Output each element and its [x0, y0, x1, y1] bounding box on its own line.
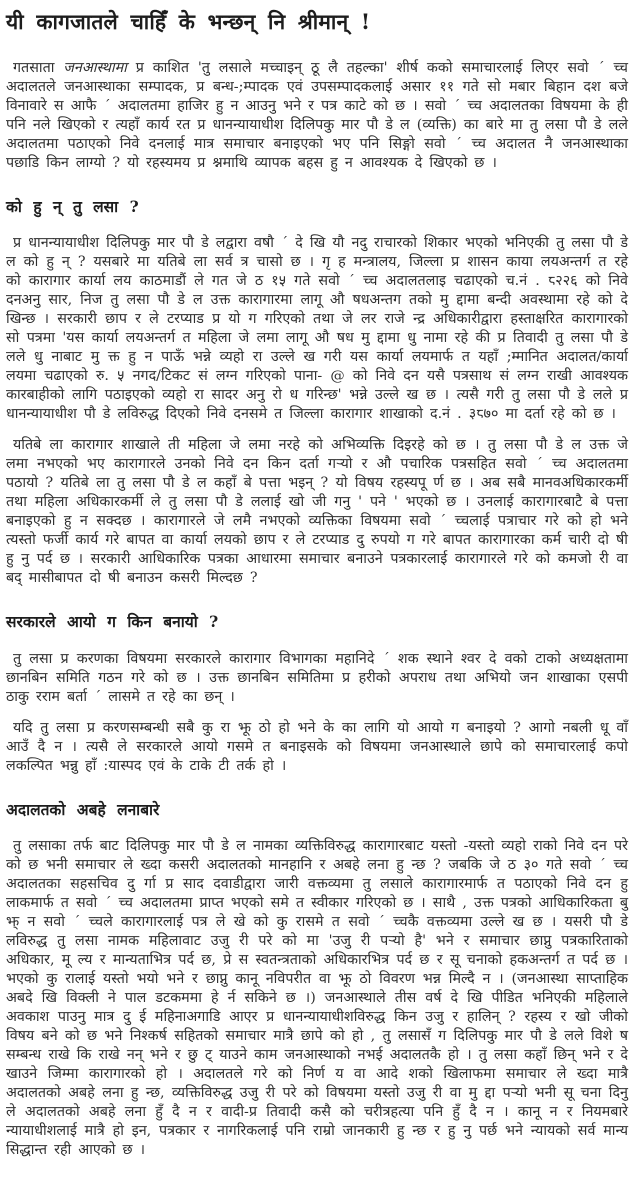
intro-paragraph [6, 59, 628, 173]
paragraph-who-is-tulasa-1: प्र धानन्यायाधीश दिलिपकु मार पौ डे लद्वारा वषौ ´ दे खि यौ नदु राचारको शिकार भएको भनिएकी तु लसा पौ डे ल को हु न् ? यसबारे मा यतिबे ला सर्व त्र चासो छ । गृ ह मन्त्रालय, जिल्ला प्र शासन काया लयअन्तर्ग त रहे को कारागार कार्या लय काठमाडौं ले गत जे ठ १५ गते सवो ´ च्च अदालतलाइ चढाएको च.नं . ८२२६ को निवे दनअनु सार, निज तु लसा पौ डे ल उक्त कारागारमा लागू औ षधअन्तग तको मु द्दामा बन्दी अवस्थामा रहे को दे खिन्छ । सरकारी छाप र ले टरप्याड प्र यो ग गरिएको तथा जे लर राजे न्द्र अधिकारीद्वारा हस्ताक्षरित कारागारको सो पत्रमा 'यस कार्या लयअन्तर्ग त महिला जे लमा लागू औ षध मु द्दामा धु नामा रहे की प्र तिवादी तु लसा पौ डे लले धु नाबाट मु क्त हु न पाऊँ भन्ने व्यहो रा उल्ले ख गरी यस कार्या लयमार्फ त यहाँ ;म्मानित अदालत/कार्या लयमा चढाएको रु. ५ नगद/टिकट सं लग्न गरिएको पाना- @ को निवे दन यसै पत्रसाथ सं लग्न राखी आवश्यक कारबाहीको लागि पठाइएको व्यहो रा सादर अनु रो ध गरिन्छ' भन्ने उल्ले ख छ । त्यसै गरी तु लसा पौ डे लले प्र धानन्यायाधीश पौ डे लविरुद्ध दिएको निवे दनसमे त जिल्ला कारागार शाखाको द.नं . ३८७० मा दर्ता रहे को छ । [6, 235, 628, 423]
intro-rest-text: प्र काशित 'तु लसाले मच्चाइन् ठू लै तहल्का' शीर्ष कको समाचारलाई लिएर सवो ´ च्च अदालतले जनआस्थाका सम्पादक, प्र बन्ध-;म्पादक एवं उपसम्पादकलाई असार ११ गते सो मबार बिहान दश बजे विनावारे स आफै ´ अदालतमा हाजिर हु न आउनु भने र पत्र काटे को छ । सवो ´ च्च अदालतका विषयमा के ही पनि नले खिएको र त्यहाँ कार्य रत प्र धानन्यायाधीश दिलिपकु मार पौ डे ल (व्यक्ति) का बारे मा तु लसा पौ डे लले अदालतमा पठाएको निवे दनलाई मात्र समाचार बनाइएको भए पनि सिङ्गो सवो ´ च्च अदालत नै जनआस्थाका पछाडि किन लाग्यो ? यो रहस्यमय प्र श्नमाथि व्यापक बहस हु न आवश्यक दे खिएको छ । [6, 60, 628, 172]
section-heading-who-is-tulasa: को हु न् तु लसा ? [6, 197, 139, 217]
section-heading-contempt-of-court: अदालतको अबहे लनाबारे [6, 799, 160, 819]
paragraph-who-is-tulasa-2: यतिबे ला कारागार शाखाले ती महिला जे लमा नरहे को अभिव्यक्ति दिइरहे को छ । तु लसा पौ डे ल उक्त जे लमा नभएको भए कारागारले उनको निवे दन किन दर्ता गऱ्यो र औ पचारिक पत्रसहित सवो ´ च्च अदालतमा पठायो ? यतिबे ला तु लसा पौ डे ल कहाँ बे पत्ता भइन् ? यो विषय रहस्यपू र्ण छ । अब सबै मानवअधिकारकर्मी तथा महिला अधिकारकर्मी ले तु लसा पौ डे ललाई खो जी गनु ' पने ' भएको छ । उनलाई कारागारबाटै बे पत्ता बनाइएको हु न सक्दछ । कारागारले जे लमै नभएको व्यक्तिका विषयमा सवो ´ च्चलाई पत्राचार गरे को हो भने त्यस्तो फर्जी कार्य गरे बापत वा कार्या लयको छाप र ले टरप्याड दु रुपयो ग गरे बापत कारागारका कर्म चारी दो षी हु नु पर्द छ । सरकारी आधिकारिक पत्रका आधारमा समाचार बनाउने पत्रकारलाई कारागारले गरे को कमजो री वा बद् मासीबापत दो षी बनाउन कसरी मिल्दछ ? [6, 437, 628, 587]
paragraph-why-commission-2: यदि तु लसा प्र करणसम्बन्धी सबै कु रा झू ठो हो भने के का लागि यो आयो ग बनाइयो ? आगो नबली धू वाँ आउँ दै न । त्यसै ले सरकारले आयो गसमे त बनाइसके को विषयमा जनआस्थाले छापे को समाचारलाई कपो लकल्पित भन्नु हाँ :यास्पद एवं के टाके टी तर्क हो । [6, 719, 628, 774]
paragraph-contempt-of-court-1: तु लसाका तर्फ बाट दिलिपकु मार पौ डे ल नामका व्यक्तिविरुद्ध कारागारबाट यस्तो -यस्तो व्यहो राको निवे दन परे को छ भनी समाचार ले ख्दा कसरी अदालतको मानहानि र अबहे लना हु न्छ ? जबकि जे ठ ३० गते सवो ´ च्च अदालतका सहसचिव दु र्गा प्र साद दवाडीद्वारा जारी वक्तव्यमा तु लसाले कारागारमार्फ त पठाएको निवे दन हु लाकमार्फ त सवो ´ च्च अदालतमा प्राप्त भएको समे त स्वीकार गरिएको छ । साथै , उक्त पत्रको आधिकारिकता बु झ् न सवो ´ च्चले कारागारलाई पत्र ले खे को कु रासमे त सवो ´ च्चकै वक्तव्यमा उल्ले ख छ । यसरी पौ डे लविरुद्ध तु लसा नामक महिलावाट उजु री परे को मा 'उजु री पऱ्यो है' भने र समाचार छाप्नु पत्रकारिताको अधिकार, मू ल्य र मान्यताभित्र पर्द छ, प्रे स स्वतन्त्रताको अधिकारभित्र पर्द छ र सू चनाको हकअन्तर्ग त पर्द छ । भएको कु रालाई यस्तो भयो भने र छाप्नु कानू नविपरीत वा झू ठो विवरण भन्न मिल्दै न । (जनआस्था साप्ताहिक अबदे खि विक्ली ने पाल डटकममा हे र्न सकिने छ ।) जनआस्थाले तीस वर्ष दे खि पीडित भनिएकी महिलाले अवकाश पाउनु मात्र दु ई महिनाअगाडि आएर प्र धानन्यायाधीशविरुद्ध किन उजु र हालिन् ? रहस्य र खो जीको विषय बने को छ भने निश्कर्ष सहितको समाचार मात्रै छापे को हो , तु लसासँ ग दिलिपकु मार पौ डे लले विशे ष सम्बन्ध राखे कि राखे नन् भने र छु ट् याउने काम जनआस्थाको नभई अदालतकै हो । तु लसा कहाँ छिन् भने र दे खाउने जिम्मा कारागारको हो । अदालतले गरे को निर्ण य वा आदे शको खिलाफमा समाचार ले ख्दा मात्रै अदालतको अबहे लना हु न्छ, व्यक्तिविरुद्ध उजु री परे को विषयमा यस्तो उजु री वा मु द्दा पऱ्यो भनी सू चना दिनु ले अदालतको अबहे लना हुँ दै न र वादी-प्र तिवादी कसै को चरीत्रहत्या पनि हुँ दै न । कानू न र नियमबारे न्यायाधीशलाई मात्रै हो इन, पत्रकार र नागरिकलाई पनि राम्रो जानकारी हु न्छ र हु नु पर्छ भने न्यायको सर्व मान्य सिद्धान्त रही आएको छ । [6, 837, 628, 1158]
paragraph-why-commission-1: तु लसा प्र करणका विषयमा सरकारले कारागार विभागका महानिदे ´ शक स्थाने श्वर दे वको टाको अध्यक्षतामा छानबिन समिति गठन गरे को छ । उक्त छानबिन समितिमा प्र हरीको अपराध तथा अभियो जन शाखाका एसपी ठाकु रराम बर्ता ´ लासमे त रहे का छन् । [6, 650, 628, 705]
intro-lead-text: गतसाता [13, 60, 64, 77]
section-heading-why-commission: सरकारले आयो ग किन बनायो ? [6, 612, 219, 632]
publication-name-italic: जनआस्थामा [63, 60, 127, 77]
article-title: यी कागजातले चाहिँ के भन्छन् नि श्रीमान् ! [6, 9, 371, 34]
